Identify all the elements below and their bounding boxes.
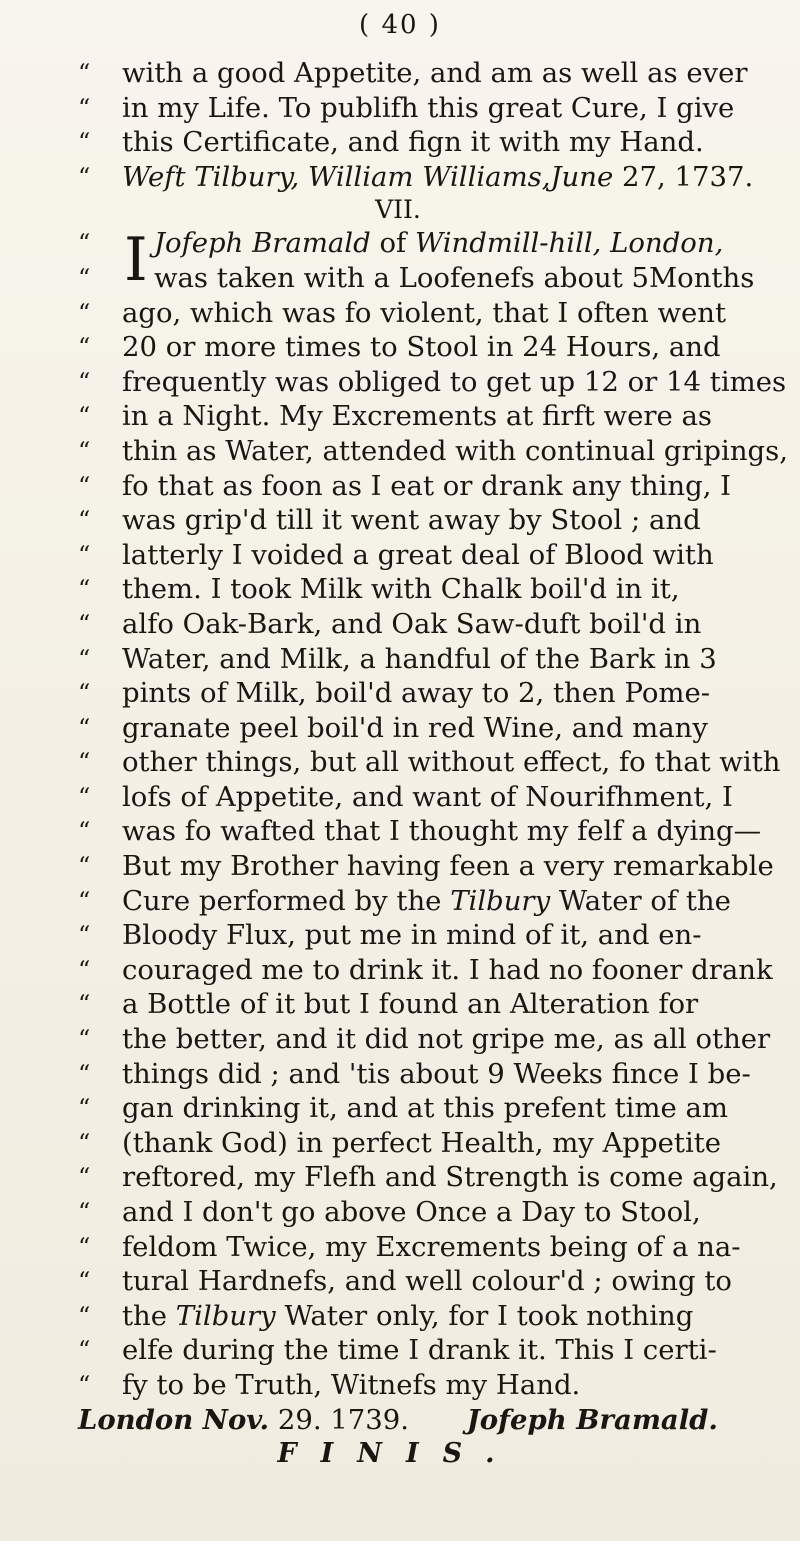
- text-block: [78, 56, 788, 1472]
- signature-line-1: “ Weft Tilbury, William Williams,June 27, 1737.: [78, 160, 754, 193]
- signature-name: Jofeph Bramald.: [466, 1403, 718, 1436]
- text-line: “ gan drinking it, and at this prefent time am: [78, 1092, 728, 1125]
- text-line: “ other things, but all without effect, fo that with: [78, 746, 781, 779]
- text-line: “ Water, and Milk, a handful of the Bark in 3: [78, 642, 717, 675]
- text-line: “ in a Night. My Excrements at firft were as: [78, 400, 713, 433]
- text-line: “ and I don't go above Once a Day to Stool,: [78, 1196, 701, 1228]
- text-line: “ with a good Appetite, and am as well as ever: [78, 57, 748, 89]
- text-line: “ reftored, my Flefh and Strength is come again,: [78, 1161, 778, 1194]
- text-line: “ fo that as foon as I eat or drank any thing, I: [78, 469, 732, 502]
- text-line: “ frequently was obliged to get up 12 or 14 times: [78, 365, 787, 398]
- text-line: “ latterly I voided a great deal of Blood with: [78, 538, 714, 571]
- text-line: “ this Certificate, and fign it with my Hand.: [78, 126, 704, 159]
- text-line: “ was taken with a Loofenefs about 5Months: [78, 261, 755, 294]
- text-line: “ couraged me to drink it. I had no fooner drank: [78, 953, 773, 986]
- text-line: “ the better, and it did not gripe me, as all other: [78, 1023, 771, 1056]
- text-line: “ them. I took Milk with Chalk boil'd in it,: [78, 573, 680, 606]
- text-line: “ granate peel boil'd in red Wine, and many: [78, 711, 708, 744]
- text-line: “ elfe during the time I drank it. This I certi-: [78, 1334, 717, 1367]
- text-line: “ feldom Twice, my Excrements being of a na-: [78, 1230, 741, 1263]
- signature-line-2: London Nov. 29. 1739. Jofeph Bramald.: [78, 1403, 718, 1436]
- text-line: “ Bloody Flux, put me in mind of it, and en-: [78, 919, 702, 952]
- signature-place-date: London Nov.: [78, 1403, 270, 1436]
- text-line: “ tural Hardnefs, and well colour'd ; owing to: [78, 1265, 732, 1298]
- text-line: “ I Jofeph Bramald of Windmill-hill, London,: [78, 225, 724, 296]
- text-line: “ 20 or more times to Stool in 24 Hours, and: [78, 331, 721, 364]
- text-line: “ Cure performed by the Tilbury Water of the: [78, 884, 731, 917]
- text-line: “ was fo wafted that I thought my felf a dying—: [78, 815, 762, 848]
- text-line: “ fy to be Truth, Witnefs my Hand.: [78, 1368, 581, 1401]
- signature-name: William Williams,: [308, 160, 551, 193]
- text-line: “ the Tilbury Water only, for I took nothing: [78, 1299, 694, 1332]
- finis: FINIS.: [277, 1438, 519, 1470]
- page-number: ( 40 ): [359, 10, 441, 40]
- text-line: “ But my Brother having feen a very remarkable: [78, 850, 774, 883]
- section-numeral: VII.: [375, 195, 421, 225]
- author-place: Windmill-hill, London,: [414, 227, 724, 260]
- text-line: “ pints of Milk, boil'd away to 2, then Pome-: [78, 677, 711, 710]
- text-line: “ things did ; and 'tis about 9 Weeks fince I be-: [78, 1057, 751, 1090]
- text-line: “ ago, which was fo violent, that I often went: [78, 296, 727, 329]
- text-line: “ (thank God) in perfect Health, my Appetite: [78, 1126, 722, 1159]
- text-line: “ alfo Oak-Bark, and Oak Saw-duft boil'd in: [78, 607, 702, 640]
- signature-date: 27, 1737.: [622, 160, 754, 193]
- signature-place: Weft Tilbury,: [122, 160, 300, 193]
- text-line: “ lofs of Appetite, and want of Nourifhment, I: [78, 780, 733, 813]
- drop-cap: I: [124, 225, 148, 296]
- quote-mark: “: [78, 59, 91, 87]
- text-line: “ in my Life. To publifh this great Cure, I give: [78, 91, 735, 124]
- text-line: “ thin as Water, attended with continual gripings,: [78, 434, 788, 467]
- text-line: “ a Bottle of it but I found an Alteration for: [78, 988, 699, 1021]
- author-name: Jofeph Bramald: [154, 227, 371, 260]
- text-line: “ was grip'd till it went away by Stool ; and: [78, 504, 701, 537]
